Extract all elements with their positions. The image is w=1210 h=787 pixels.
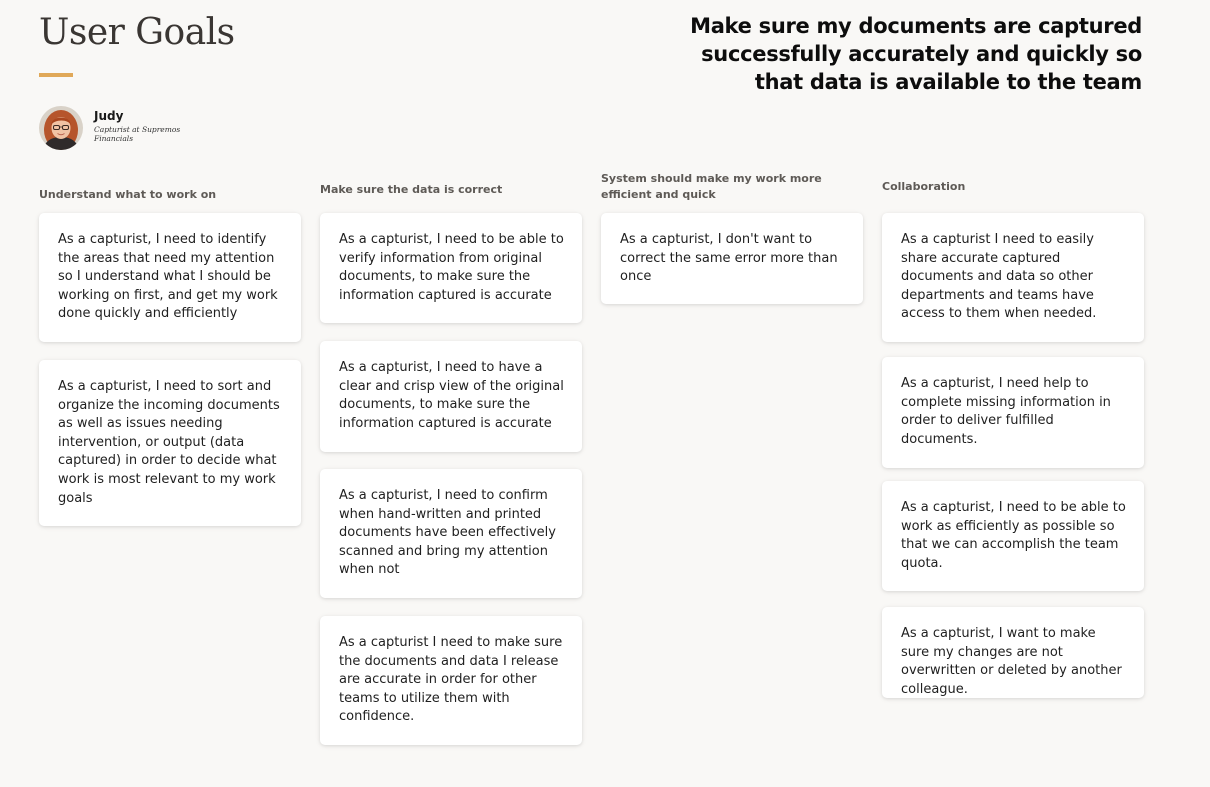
page-title: User Goals xyxy=(39,12,235,53)
persona xyxy=(39,106,184,150)
persona-role: Capturist at Supremos Financials xyxy=(94,125,181,143)
goal-card: As a capturist, I need to have a clear and crisp view of the original documents, to make sure the information captured is accurate xyxy=(320,341,582,452)
goal-card: As a capturist, I need to be able to verify information from original documents, to make sure the information captured is accurate xyxy=(320,213,582,323)
goal-card: As a capturist, I want to make sure my changes are not overwritten or deleted by another colleague. xyxy=(882,607,1144,698)
goal-card: As a capturist I need to easily share accurate captured documents and data so other departments and teams have access to them when needed. xyxy=(882,213,1144,342)
goal-card: As a capturist, I need to confirm when hand-written and printed documents have been effectively scanned and bring my attention when not xyxy=(320,469,582,598)
title-accent-bar xyxy=(39,73,73,77)
goal-card: As a capturist, I don't want to correct the same error more than once xyxy=(601,213,863,304)
goal-statement: Make sure my documents are captured successfully accurately and quickly so that data is available to the team xyxy=(690,14,1142,94)
column-header: Make sure the data is correct xyxy=(320,183,503,196)
goal-card: As a capturist, I need to identify the areas that need my attention so I understand what I should be working on first, and get my work done quickly and efficiently xyxy=(39,213,301,342)
column-header: System should make my work more efficient and quick xyxy=(601,172,822,201)
user-avatar-photo-icon xyxy=(39,106,83,150)
goal-card: As a capturist, I need to be able to work as efficiently as possible so that we can accomplish the team quota. xyxy=(882,481,1144,591)
column-header: Collaboration xyxy=(882,180,966,193)
goal-card: As a capturist, I need to sort and organize the incoming documents as well as issues needing intervention, or output (data captured) in order to decide what work is most relevant to my work goals xyxy=(39,360,301,526)
goal-card: As a capturist I need to make sure the documents and data I release are accurate in order for other teams to utilize them with confidence. xyxy=(320,616,582,745)
persona-name: Judy xyxy=(94,109,124,123)
column-header: Understand what to work on xyxy=(39,188,217,201)
goal-card: As a capturist, I need help to complete missing information in order to deliver fulfilled documents. xyxy=(882,357,1144,468)
